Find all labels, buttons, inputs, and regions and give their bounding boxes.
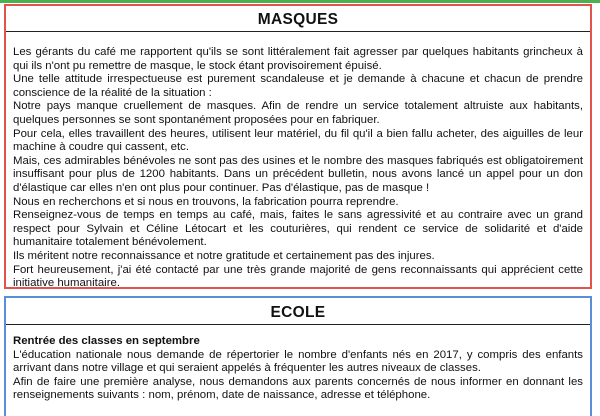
masques-paragraph: Nous en recherchons et si nous en trouvons, la fabrication pourra reprendre. [13, 195, 399, 208]
masques-paragraph: Les gérants du café me rapportent qu'ils se sont littéralement fait agresser par quelques habitants grincheux à qui ils n'ont pu remettre de masque, le stock étant provisoirement épuisé. [13, 46, 583, 72]
ecole-paragraph: Afin de faire une première analyse, nous demandons aux parents concernés de nous informer en donnant les renseignements suivants : nom, prénom, date de naissance, adresse et téléphone. [13, 375, 583, 402]
masques-body [13, 32, 583, 291]
masques-paragraph: Une telle attitude irrespectueuse est purement scandaleuse et je demande à chacune et chacun de prendre conscience de la réalité de la situation : [13, 73, 583, 99]
masques-title: MASQUES [257, 11, 339, 28]
ecole-paragraph: L'éducation nationale nous demande de répertorier le nombre d'enfants nés en 2017, y compris des enfants arrivant dans notre village et qui seraient appelés à fréquenter les autres niveaux de classes. [13, 348, 583, 375]
masques-paragraph: Notre pays manque cruellement de masques. Afin de rendre un service totalement altruiste aux habitants, quelques personnes se sont spontanément proposées pour en fabriquer. [13, 100, 583, 126]
top-green-rule [0, 0, 600, 3]
masques-paragraph: Mais, ces admirables bénévoles ne sont pas des usines et le nombre des masques fabriqués est obligatoirement insuffisant pour plus de 1200 habitants. Dans un précédent bulletin, nous avons lancé un appel pour un don d'élastique car elles n'en ont plus pour continuer. Pas d'élastique, pas de masque ! [13, 154, 583, 194]
masques-paragraph: Pour cela, elles travaillent des heures, utilisent leur matériel, du fil qu'il a bien fallu acheter, des aiguilles de leur machine à coudre qui cassent, etc. [13, 127, 583, 154]
ecole-subheading: Rentrée des classes en septembre [13, 335, 200, 347]
masques-paragraph: Renseignez-vous de temps en temps au café, mais, faites le sans agressivité et au contraire avec un grand respect pour Sylvain et Céline Létocart et les couturières, qui rendent ce service de solidarité et d'aide humanitaire totalement bénévolement. [13, 209, 583, 249]
masques-section [4, 4, 592, 289]
ecole-section [4, 296, 592, 416]
masques-paragraph: Fort heureusement, j'ai été contacté par une très grande majorité de gens reconnaissants qui apprécient cette initiative humanitaire. [13, 263, 583, 290]
ecole-body [13, 325, 583, 403]
ecole-title: ECOLE [270, 304, 326, 321]
masques-paragraph: Ils méritent notre reconnaissance et notre gratitude et certainement pas des injures. [13, 249, 435, 262]
